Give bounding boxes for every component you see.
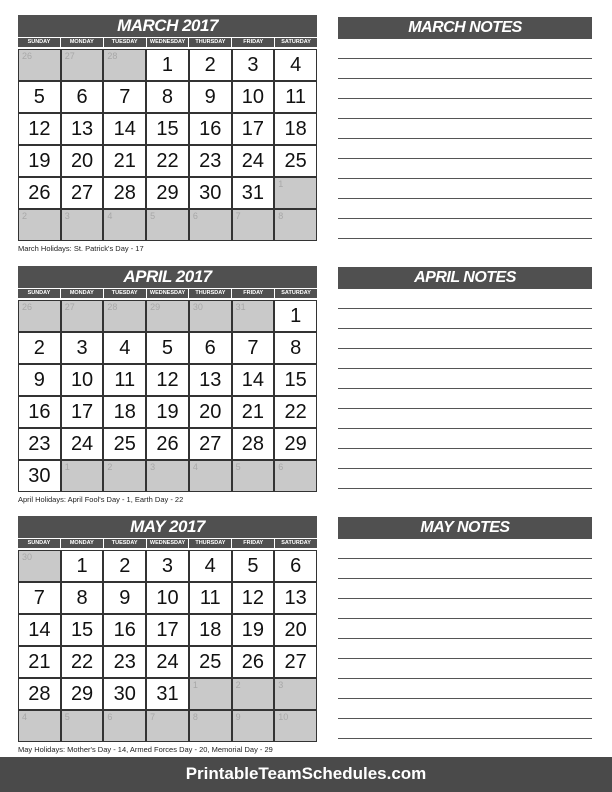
weekday-label: TUESDAY bbox=[103, 289, 146, 298]
day-cell: 15 bbox=[275, 365, 316, 395]
day-cell: 11 bbox=[275, 82, 316, 112]
adjacent-month-day: 2 bbox=[104, 461, 145, 491]
adjacent-month-day: 3 bbox=[62, 210, 103, 240]
day-cell: 6 bbox=[190, 333, 231, 363]
day-cell: 14 bbox=[233, 365, 274, 395]
day-cell: 27 bbox=[62, 178, 103, 208]
day-cell: 5 bbox=[233, 551, 274, 581]
weekday-label: SATURDAY bbox=[274, 38, 317, 47]
weekday-label: MONDAY bbox=[60, 38, 103, 47]
day-cell: 15 bbox=[62, 615, 103, 645]
adjacent-month-day: 4 bbox=[190, 461, 231, 491]
weekday-header bbox=[18, 289, 317, 298]
day-cell: 19 bbox=[147, 397, 188, 427]
adjacent-month-day: 5 bbox=[62, 711, 103, 741]
day-cell: 2 bbox=[19, 333, 60, 363]
adjacent-month-day: 3 bbox=[275, 679, 316, 709]
day-cell: 11 bbox=[104, 365, 145, 395]
note-line bbox=[338, 718, 592, 719]
adjacent-month-day: 28 bbox=[104, 301, 145, 331]
weekday-label: SUNDAY bbox=[18, 38, 60, 47]
holiday-note: March Holidays: St. Patrick's Day - 17 bbox=[18, 244, 144, 253]
day-cell: 26 bbox=[19, 178, 60, 208]
note-line bbox=[338, 388, 592, 389]
weekday-label: MONDAY bbox=[60, 289, 103, 298]
note-line bbox=[338, 308, 592, 309]
day-cell: 18 bbox=[275, 114, 316, 144]
month-title: APRIL 2017 bbox=[18, 266, 317, 288]
adjacent-month-day: 26 bbox=[19, 50, 60, 80]
note-line bbox=[338, 178, 592, 179]
day-cell: 12 bbox=[147, 365, 188, 395]
note-line bbox=[338, 198, 592, 199]
adjacent-month-day: 27 bbox=[62, 301, 103, 331]
adjacent-month-day: 6 bbox=[104, 711, 145, 741]
weekday-label: TUESDAY bbox=[103, 38, 146, 47]
day-cell: 28 bbox=[19, 679, 60, 709]
day-cell: 24 bbox=[147, 647, 188, 677]
weekday-label: FRIDAY bbox=[231, 38, 274, 47]
weekday-label: TUESDAY bbox=[103, 539, 146, 548]
note-line bbox=[338, 368, 592, 369]
adjacent-month-day: 4 bbox=[104, 210, 145, 240]
adjacent-month-day: 6 bbox=[275, 461, 316, 491]
day-cell: 25 bbox=[275, 146, 316, 176]
day-cell: 1 bbox=[275, 301, 316, 331]
day-cell: 4 bbox=[104, 333, 145, 363]
day-cell: 7 bbox=[19, 583, 60, 613]
adjacent-month-day: 10 bbox=[275, 711, 316, 741]
weekday-label: SUNDAY bbox=[18, 289, 60, 298]
notes-march bbox=[338, 17, 592, 239]
day-cell: 22 bbox=[147, 146, 188, 176]
note-line bbox=[338, 118, 592, 119]
day-cell: 5 bbox=[147, 333, 188, 363]
day-cell: 22 bbox=[62, 647, 103, 677]
weekday-label: WEDNESDAY bbox=[146, 38, 189, 47]
day-cell: 20 bbox=[275, 615, 316, 645]
day-grid bbox=[18, 300, 317, 492]
adjacent-month-day: 3 bbox=[147, 461, 188, 491]
holiday-note: May Holidays: Mother's Day - 14, Armed Forces Day - 20, Memorial Day - 29 bbox=[18, 745, 273, 754]
day-cell: 13 bbox=[275, 583, 316, 613]
adjacent-month-day: 5 bbox=[233, 461, 274, 491]
day-cell: 20 bbox=[62, 146, 103, 176]
notes-may bbox=[338, 517, 592, 739]
adjacent-month-day: 2 bbox=[19, 210, 60, 240]
day-cell: 14 bbox=[19, 615, 60, 645]
day-cell: 21 bbox=[233, 397, 274, 427]
adjacent-month-day: 8 bbox=[190, 711, 231, 741]
day-cell: 23 bbox=[104, 647, 145, 677]
day-cell: 16 bbox=[190, 114, 231, 144]
day-cell: 27 bbox=[190, 429, 231, 459]
day-cell: 9 bbox=[19, 365, 60, 395]
weekday-label: THURSDAY bbox=[188, 289, 231, 298]
day-cell: 8 bbox=[147, 82, 188, 112]
day-cell: 21 bbox=[19, 647, 60, 677]
note-line bbox=[338, 78, 592, 79]
adjacent-month-day: 9 bbox=[233, 711, 274, 741]
adjacent-month-day: 31 bbox=[233, 301, 274, 331]
day-cell: 18 bbox=[104, 397, 145, 427]
site-footer: PrintableTeamSchedules.com bbox=[0, 757, 612, 792]
notes-title: MARCH NOTES bbox=[338, 17, 592, 39]
note-line bbox=[338, 428, 592, 429]
day-cell: 31 bbox=[233, 178, 274, 208]
day-cell: 27 bbox=[275, 647, 316, 677]
note-line bbox=[338, 468, 592, 469]
note-line bbox=[338, 618, 592, 619]
day-cell: 2 bbox=[104, 551, 145, 581]
adjacent-month-day: 7 bbox=[233, 210, 274, 240]
day-grid bbox=[18, 550, 317, 742]
note-line bbox=[338, 598, 592, 599]
note-line bbox=[338, 558, 592, 559]
adjacent-month-day: 1 bbox=[62, 461, 103, 491]
day-cell: 30 bbox=[104, 679, 145, 709]
day-cell: 26 bbox=[233, 647, 274, 677]
month-title: MARCH 2017 bbox=[18, 15, 317, 37]
note-line bbox=[338, 158, 592, 159]
weekday-label: FRIDAY bbox=[231, 539, 274, 548]
day-cell: 6 bbox=[275, 551, 316, 581]
weekday-label: MONDAY bbox=[60, 539, 103, 548]
adjacent-month-day: 1 bbox=[275, 178, 316, 208]
weekday-header bbox=[18, 38, 317, 47]
note-line bbox=[338, 138, 592, 139]
day-cell: 9 bbox=[190, 82, 231, 112]
day-cell: 23 bbox=[190, 146, 231, 176]
month-title: MAY 2017 bbox=[18, 516, 317, 538]
weekday-label: THURSDAY bbox=[188, 539, 231, 548]
adjacent-month-day: 8 bbox=[275, 210, 316, 240]
day-cell: 12 bbox=[19, 114, 60, 144]
adjacent-month-day: 30 bbox=[190, 301, 231, 331]
day-cell: 13 bbox=[190, 365, 231, 395]
weekday-label: SUNDAY bbox=[18, 539, 60, 548]
weekday-label: SATURDAY bbox=[274, 289, 317, 298]
note-line bbox=[338, 98, 592, 99]
note-line bbox=[338, 218, 592, 219]
day-cell: 6 bbox=[62, 82, 103, 112]
day-cell: 9 bbox=[104, 583, 145, 613]
adjacent-month-day: 2 bbox=[233, 679, 274, 709]
adjacent-month-day: 4 bbox=[19, 711, 60, 741]
notes-title: APRIL NOTES bbox=[338, 267, 592, 289]
note-line bbox=[338, 348, 592, 349]
day-cell: 13 bbox=[62, 114, 103, 144]
note-line bbox=[338, 58, 592, 59]
notes-title: MAY NOTES bbox=[338, 517, 592, 539]
day-cell: 25 bbox=[104, 429, 145, 459]
day-cell: 31 bbox=[147, 679, 188, 709]
day-cell: 19 bbox=[19, 146, 60, 176]
day-cell: 28 bbox=[233, 429, 274, 459]
day-cell: 10 bbox=[147, 583, 188, 613]
weekday-header bbox=[18, 539, 317, 548]
note-line bbox=[338, 328, 592, 329]
day-cell: 25 bbox=[190, 647, 231, 677]
day-cell: 10 bbox=[233, 82, 274, 112]
adjacent-month-day: 28 bbox=[104, 50, 145, 80]
note-line bbox=[338, 488, 592, 489]
adjacent-month-day: 27 bbox=[62, 50, 103, 80]
note-line bbox=[338, 678, 592, 679]
adjacent-month-day: 29 bbox=[147, 301, 188, 331]
calendar-april bbox=[18, 266, 317, 504]
day-cell: 20 bbox=[190, 397, 231, 427]
calendar-may bbox=[18, 516, 317, 754]
adjacent-month-day: 6 bbox=[190, 210, 231, 240]
day-cell: 12 bbox=[233, 583, 274, 613]
day-cell: 3 bbox=[62, 333, 103, 363]
day-cell: 30 bbox=[190, 178, 231, 208]
adjacent-month-day: 7 bbox=[147, 711, 188, 741]
day-cell: 4 bbox=[275, 50, 316, 80]
day-cell: 21 bbox=[104, 146, 145, 176]
day-cell: 22 bbox=[275, 397, 316, 427]
weekday-label: WEDNESDAY bbox=[146, 539, 189, 548]
day-cell: 8 bbox=[275, 333, 316, 363]
day-cell: 1 bbox=[147, 50, 188, 80]
day-cell: 28 bbox=[104, 178, 145, 208]
note-line bbox=[338, 238, 592, 239]
note-line bbox=[338, 658, 592, 659]
day-cell: 14 bbox=[104, 114, 145, 144]
note-line bbox=[338, 638, 592, 639]
day-cell: 5 bbox=[19, 82, 60, 112]
day-cell: 3 bbox=[233, 50, 274, 80]
day-cell: 16 bbox=[104, 615, 145, 645]
adjacent-month-day: 5 bbox=[147, 210, 188, 240]
day-cell: 8 bbox=[62, 583, 103, 613]
day-cell: 1 bbox=[62, 551, 103, 581]
weekday-label: SATURDAY bbox=[274, 539, 317, 548]
weekday-label: THURSDAY bbox=[188, 38, 231, 47]
calendar-march bbox=[18, 15, 317, 253]
day-cell: 24 bbox=[233, 146, 274, 176]
day-cell: 7 bbox=[104, 82, 145, 112]
holiday-note: April Holidays: April Fool's Day - 1, Earth Day - 22 bbox=[18, 495, 184, 504]
day-cell: 29 bbox=[62, 679, 103, 709]
weekday-label: FRIDAY bbox=[231, 289, 274, 298]
day-cell: 29 bbox=[147, 178, 188, 208]
note-line bbox=[338, 698, 592, 699]
notes-april bbox=[338, 267, 592, 489]
day-cell: 10 bbox=[62, 365, 103, 395]
day-cell: 3 bbox=[147, 551, 188, 581]
day-cell: 19 bbox=[233, 615, 274, 645]
day-cell: 15 bbox=[147, 114, 188, 144]
day-cell: 4 bbox=[190, 551, 231, 581]
adjacent-month-day: 26 bbox=[19, 301, 60, 331]
note-line bbox=[338, 578, 592, 579]
day-cell: 2 bbox=[190, 50, 231, 80]
adjacent-month-day: 1 bbox=[190, 679, 231, 709]
day-cell: 18 bbox=[190, 615, 231, 645]
note-line bbox=[338, 408, 592, 409]
day-cell: 16 bbox=[19, 397, 60, 427]
day-cell: 26 bbox=[147, 429, 188, 459]
day-cell: 11 bbox=[190, 583, 231, 613]
day-cell: 17 bbox=[147, 615, 188, 645]
weekday-label: WEDNESDAY bbox=[146, 289, 189, 298]
day-cell: 23 bbox=[19, 429, 60, 459]
day-cell: 30 bbox=[19, 461, 60, 491]
day-cell: 17 bbox=[233, 114, 274, 144]
day-cell: 7 bbox=[233, 333, 274, 363]
day-cell: 17 bbox=[62, 397, 103, 427]
day-cell: 29 bbox=[275, 429, 316, 459]
day-cell: 24 bbox=[62, 429, 103, 459]
adjacent-month-day: 30 bbox=[19, 551, 60, 581]
note-line bbox=[338, 738, 592, 739]
day-grid bbox=[18, 49, 317, 241]
note-line bbox=[338, 448, 592, 449]
